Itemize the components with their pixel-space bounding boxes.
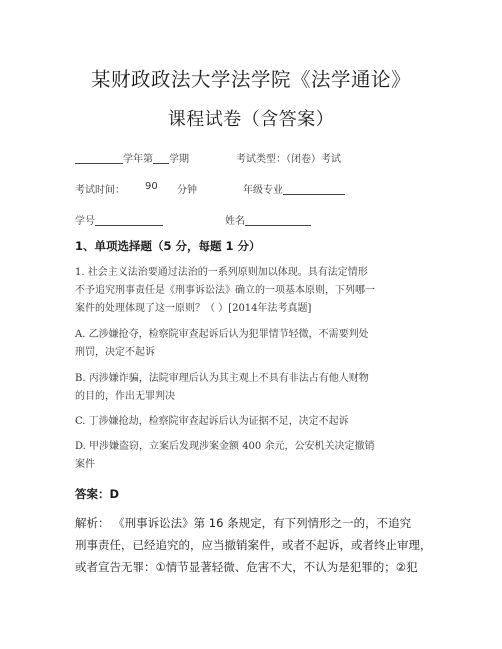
explanation-line: 刑事责任，已经追究的，应当撤销案件，或者不起诉，或者终止审理， [75,538,432,552]
option-b: B. 丙涉嫌诈骗，法院审理后认为其主观上不具有非法占有他人财物 的目的，作出无罪判决 [75,373,369,402]
name-field: 姓名 [225,212,311,227]
explanation-line: 或者宣告无罪：①情节显著轻微、危害不大，不认为是犯罪的；②犯 [75,560,418,574]
explanation-line: 解析： 《刑事诉讼法》第 16 条规定，有下列情形之一的，不追究 [75,516,412,530]
question-line: 不予追究刑事责任是《刑事诉讼法》确立的一项基本原则，下列哪一 [75,285,375,296]
student-id-field: 学号 [75,212,163,227]
name-blank[interactable] [245,214,311,226]
year-blank[interactable] [75,152,123,164]
student-id-blank[interactable] [95,214,163,226]
explanation [75,512,432,578]
option-a: A. 乙涉嫌抢夺，检察院审查起诉后认为犯罪情节轻微，不需要判处 刑罚，决定不起诉 [75,329,369,358]
exam-time-value: 90 [145,181,158,192]
grade-major-blank[interactable] [283,183,345,195]
option-d: D. 甲涉嫌盗窃，立案后发现涉案金额 400 余元，公安机关决定撤销 案件 [75,441,375,470]
term-blank[interactable] [153,152,169,164]
exam-time-unit: 分钟 [177,185,197,196]
question-line: 案件的处理体现了这一原则？（ ）[2014年法考真题] [75,303,312,314]
option-c: C. 丁涉嫌抢劫，检察院审查起诉后认为证据不足，决定不起诉 [75,416,349,427]
exam-type: 考试类型：（闭卷）考试 [236,154,341,165]
exam-title: 某财政政法大学法学院《法学通论》 [90,68,411,91]
question-line: 1. 社会主义法治要通过法治的一系列原则加以体现。具有法定情形 [75,267,368,278]
exam-subtitle: 课程试卷（含答案） [167,109,335,130]
section-heading: 1、单项选择题（5 分，每题 1 分） [75,239,261,253]
answer: 答案：D [75,487,120,501]
grade-major-field: 年级专业 [243,181,345,196]
question-stem [75,264,375,318]
academic-year-field: 学年第 学期 [75,150,189,165]
exam-time-label: 考试时间： [75,185,125,196]
